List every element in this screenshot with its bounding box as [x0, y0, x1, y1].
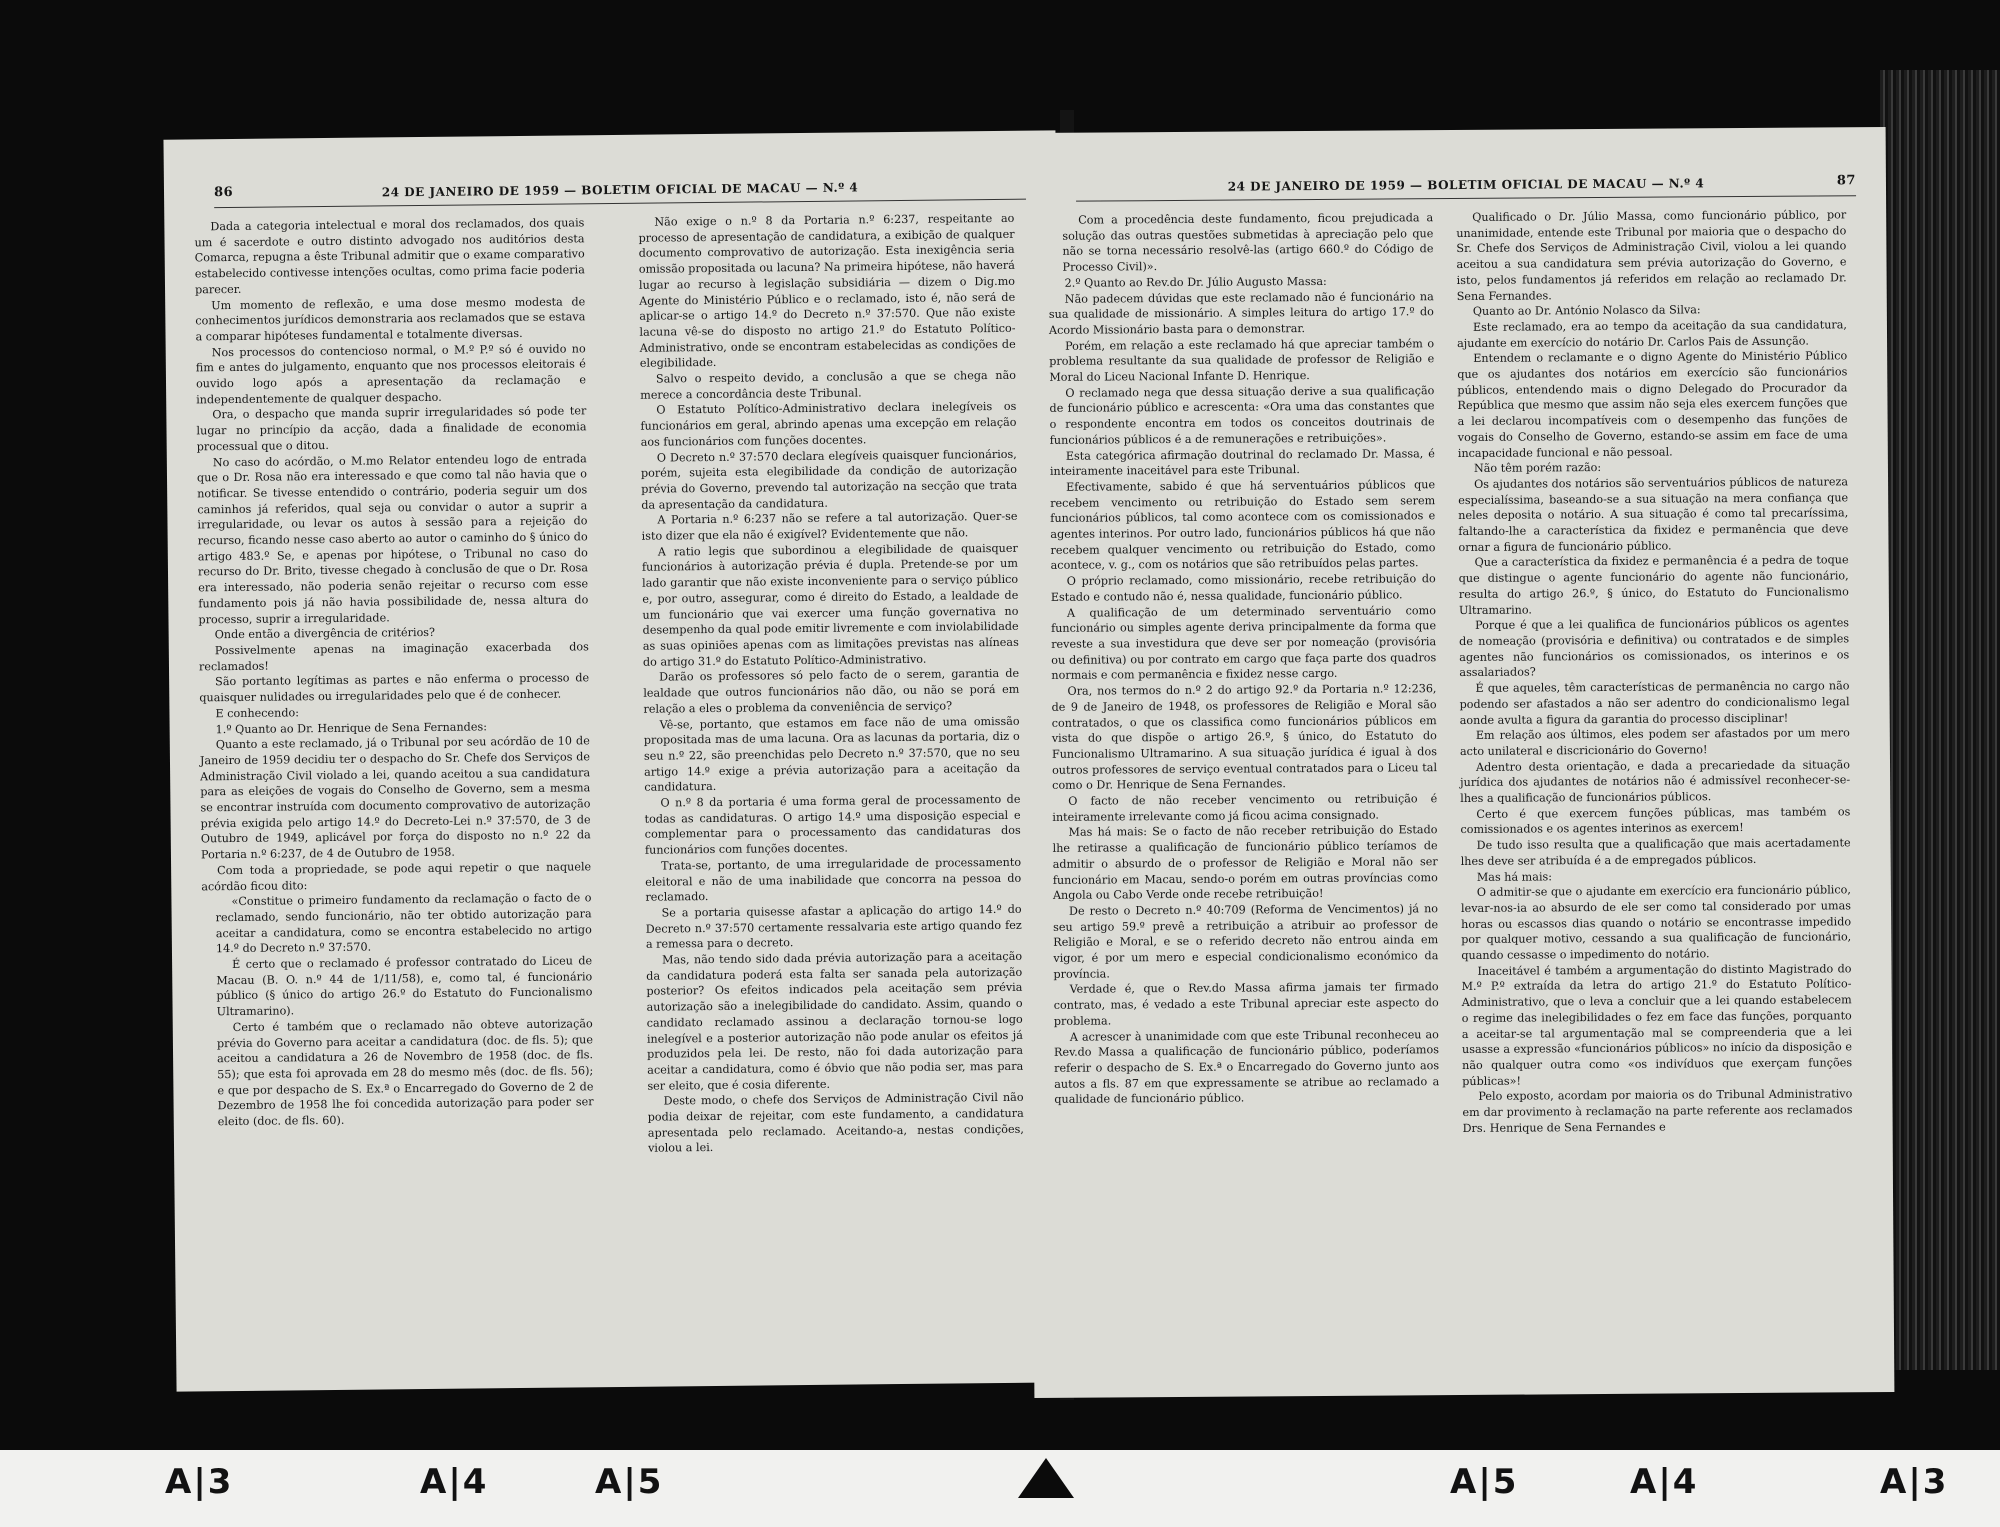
quoted-paragraph: O n.º 8 da portaria é uma forma geral de processamento de todas as candidaturas. O artigo 14.º uma disposição especial e complementar para o processamento das candidaturas dos funcionários com funções docentes. [644, 792, 1021, 857]
paragraph: Esta categórica afirmação doutrinal do reclamado Dr. Massa, é inteiramente inaceitável para este Tribunal. [1049, 446, 1435, 479]
paragraph: Entendem o reclamante e o digno Agente do Ministério Público que os ajudantes dos notários em exercício são funcionários públicos, entendendo mais o digno Delegado do Procurador da República que mesmo que assim não seja eles exercem funções que a lei declarou incompatíveis com o desempenho das funções de vogais do Conselho de Governo, estando-se assim em face de uma incapacidade funcional e não pessoal. [1457, 349, 1848, 460]
left-page-header-title: 24 DE JANEIRO DE 1959 — BOLETIM OFICIAL DE MACAU — N.º 4 [381, 180, 859, 200]
quoted-paragraph: Com a procedência deste fundamento, ficou prejudicada a solução das outras questões submetidas à apreciação pelo que não se torna necessário resolvê-las (artigo 660.º do Código de Processo Civil)». [1062, 211, 1434, 274]
left-column-2 [624, 211, 1024, 1157]
quoted-paragraph: Salvo o respeito devido, a conclusão a que se chega não merece a concordância deste Tribunal. [640, 368, 1017, 402]
paragraph: Porém, em relação a este reclamado há que apreciar também o problema resultante da sua qualidade de professor de Religião e Moral do Liceu Nacional Infante D. Henrique. [1049, 336, 1435, 384]
paragraph: Certo é que exercem funções públicas, mas também os comissionados e os agentes interinos as exercem! [1460, 804, 1851, 837]
quoted-paragraph: O Estatuto Político-Administrativo declara inelegíveis os funcionários em geral, abrindo apenas uma excepção em relação aos funcionários com funções docentes. [640, 400, 1017, 449]
paragraph: Dada a categoria intelectual e moral dos reclamados, dos quais um é sacerdote e outro distinto advogado nos auditórios desta Comarca, repugna a êste Tribunal admitir que o exame comparativo estabelecido contivesse intenções ocultas, como prima facie poderia parecer. [194, 216, 585, 297]
paragraph: Efectivamente, sabido é que há serventuários públicos que recebem vencimento ou retribuição do Estado sem serem funcionários públicos, tal como acontece com os comissionados e agentes interinos. Por outro lado, funcionários públicos há que não recebem qualquer vencimento ou retribuição do Estado, como acontece, v. g., com os notários que são retribuídos pelas partes. [1050, 478, 1436, 573]
paragraph: Este reclamado, era ao tempo da aceitação da sua candidatura, ajudante em exercício do notário Dr. Carlos Pais de Assunção. [1457, 318, 1847, 350]
quoted-paragraph: Não exige o n.º 8 da Portaria n.º 6:237, respeitante ao processo de apresentação de candidatura, a exibição de qualquer documento comprovativo de autorização. Esta inexigência seria omissão propositada ou lacuna? Na primeira hipótese, não haverá lugar ao recurso à legislação subsidiária — dizem o Dig.mo Agente do Ministério Público e o reclamado, isto é, não será de aplicar-se o artigo 14.º do Decreto n.º 37:570. Que não existe lacuna vê-se do disposto no artigo 21.º do Estatuto Político-Administrativo, onde se encontram estabelecidas as condições de elegibilidade. [638, 211, 1016, 371]
paragraph: Ora, o despacho que manda suprir irregularidades só pode ter lugar no princípio da acção, dada a finalidade de economia processual que o ditou. [196, 404, 587, 454]
paragraph: Mas há mais: Se o facto de não receber retribuição do Estado lhe retirasse a qualificação de funcionário público teríamos de admitir o absurdo de o professor de Religião e Moral não ser funcionário em Macau, sendo-o porém em outras províncias como Angola ou Cabo Verde onde recebe retribuição! [1052, 823, 1438, 903]
left-page-number: 86 [213, 184, 234, 201]
film-strip-bar [0, 1450, 2000, 1527]
paragraph: O próprio reclamado, como missionário, recebe retribuição do Estado e contudo não é, nessa qualidade, funcionário público. [1050, 572, 1436, 604]
paragraph: Os ajudantes dos notários são serventuários públicos de natureza especialíssima, baseando-se a sua situação na mera confiança que neles deposita o notário. A sua situação é como tal precaríssima, faltando-lhe a característica da fixidez e permanência que deve ornar a figura de funcionário público. [1458, 475, 1849, 554]
section-heading: 2.º Quanto ao Rev.do Dr. Júlio Augusto Massa: [1064, 274, 1327, 290]
quoted-paragraph: Darão os professores só pelo facto de o serem, garantia de lealdade que outros funcionários não dão, ou não se porá em relação a eles o problema da conveniência de serviço? [643, 667, 1020, 716]
paragraph: De tudo isso resulta que a qualificação que mais acertadamente lhes deve ser atribuída é a de empregados públicos. [1460, 836, 1851, 868]
quoted-paragraph: Certo é também que o reclamado não obteve autorização prévia do Governo para aceitar a candidatura (doc. de fls. 5); que aceitou a candidatura a 26 de Novembro de 1958 (doc. de fls. 55); que esta foi aprovada em 28 do mesmo mês (doc. de fls. 56); e que por despacho de S. Ex.ª o Encarregado do Governo de 2 de Dezembro de 1958 lhe foi concedida autorização para poder ser eleito (doc. de fls. 60). [216, 1017, 594, 1129]
paragraph: Porque é que a lei qualifica de funcionários públicos os agentes de nomeação (provisória e definitiva) ou contratados e de simples agentes não funcionários os comissionados, os interinos e os assalariados? [1459, 616, 1850, 680]
paragraph: Quanto a este reclamado, já o Tribunal por seu acórdão de 10 de Janeiro de 1959 decidiu ter o despacho do Sr. Chefe dos Serviços de Administração Civil violado a lei, quando aceitou a sua candidatura para as eleições de vogais do Conselho de Governo, sem a mesma se encontrar instruída com documento comprovativo de autorização prévia exigida pelo artigo 14.º do Decreto-Lei n.º 37:570, de 3 de Outubro de 1949, aplicável por força do disposto no n.º 22 da Portaria n.º 6:237, de 4 de Outubro de 1958. [199, 734, 591, 862]
quoted-paragraph: Trata-se, portanto, de uma irregularidade de processamento eleitoral e não de uma inabilidade que concorra na pessoa do reclamado. [645, 855, 1022, 904]
quoted-paragraph: O Decreto n.º 37:570 declara elegíveis quaisquer funcionários, porém, sujeita esta elegibilidade da condição de autorização prévia do Governo, prevendo tal autorização na secção que trata da apresentação da candidatura. [640, 447, 1018, 512]
paragraph: Inaceitável é também a argumentação do distinto Magistrado do M.º P.º extraída da letra do artigo 21.º do Estatuto Político-Administrativo, que o leva a concluir que a lei quando estabelecem o regime das inelegibilidades o fez em face das funções, porquanto a aceitar-se tal argumentação mal se compreenderia que a lei usasse a expressão «funcionários públicos» no início da disposição e não qualquer outra como «os indivíduos que exerçam funções públicas»! [1461, 962, 1853, 1088]
film-notch [1018, 1458, 1074, 1498]
paragraph: Com toda a propriedade, se pode aqui repetir o que naquele acórdão ficou dito: [201, 860, 592, 893]
paragraph: Mas há mais: [1476, 869, 1553, 884]
film-mark: A|4 [1630, 1462, 1699, 1502]
right-column-2 [1456, 207, 1852, 1136]
quoted-paragraph: Deste modo, o chefe dos Serviços de Administração Civil não podia deixar de rejeitar, com este fundamento, a candidatura apresentada pelo reclamado. Aceitando-a, nestas condições, violou a lei. [647, 1091, 1024, 1156]
right-page-header [1076, 173, 1856, 201]
right-column-1 [1048, 210, 1439, 1108]
paragraph: Adentro desta orientação, e dada a precariedade da situação jurídica dos ajudantes de notários não é admissível reconhecer-se-lhes a qualificação de funcionários públicos. [1460, 757, 1851, 806]
paragraph: Verdade é, que o Rev.do Massa afirma jamais ter firmado contrato, mas, é vedado a este Tribunal apreciar este aspecto do problema. [1053, 980, 1439, 1028]
paragraph: Qualificado o Dr. Júlio Massa, como funcionário público, por unanimidade, entende este Tribunal por maioria que o despacho do Sr. Chefe dos Serviços de Administração Civil, violou a lei quando aceitou a sua candidatura sem prévia autorização do Governo, e isto, pelos fundamentos já referidos em relação ao reclamado Dr. Sena Fernandes. [1456, 208, 1847, 303]
quoted-paragraph: «Constitue o primeiro fundamento da reclamação o facto de o reclamado, sendo funcionário, não ter obtido autorização para aceitar a candidatura, como se encontra estabelecido no artigo 14.º do Decreto n.º 37:570. [215, 891, 592, 956]
quoted-paragraph: Vê-se, portanto, que estamos em face não de uma omissão propositada mas de uma lacuna. Ora as lacunas da portaria, diz o seu n.º 22, são preenchidas pelo Decreto n.º 37:570, que no seu artigo 14.º exige a prévia autorização para a aceitação da candidatura. [643, 714, 1021, 795]
left-column-1 [194, 215, 594, 1130]
paragraph: No caso do acórdão, o M.mo Relator entendeu logo de entrada que o Dr. Rosa não era interessado e que como tal não havia que o notificar. Se tivesse entendido o contrário, poderia seguir um dos caminhos já referidos, qual seja ou convidar o autor a suprir a irregularidade, ou levar os autos à sessão para a rejeição do recurso, ficando nesse caso aberto ao autor o caminho do § único do artigo 483.º Se, e apenas por hipótese, o Tribunal no caso do recurso do Dr. Brito, tivesse chegado à conclusão de que o Dr. Rosa era interessado, não poderia senão rejeitar o recurso com esse fundamento pois já não havia possibilidade de, nessa altura do processo, suprir a irregularidade. [196, 451, 589, 626]
film-mark: A|5 [595, 1462, 664, 1502]
section-heading: 1.º Quanto ao Dr. Henrique de Sena Fernandes: [215, 719, 487, 736]
paragraph: O admitir-se que o ajudante em exercício era funcionário público, levar-nos-ia ao absurdo de ele ser como tal considerado por umas horas ou escassos dias quando o notário se encontrasse impedido por qualquer motivo, cessando a sua qualificação de funcionário, quando cessasse o impedimento do notário. [1460, 883, 1852, 963]
paragraph: O reclamado nega que dessa situação derive a sua qualificação de funcionário público e acrescenta: «Ora uma das constantes que o respondente encontra em todos os conceitos doutrinais de funcionários públicos é a de remunerações e retribuições». [1049, 383, 1435, 447]
left-page-header [214, 177, 1026, 209]
paragraph: A acrescer à unanimidade com que este Tribunal reconheceu ao Rev.do Massa a qualificação de funcionário público, poderíamos referir o despacho de S. Ex.ª o Encarregado do Governo junto aos autos a fls. 87 em que expressamente se atribue ao reclamado a qualidade de funcionário público. [1053, 1027, 1440, 1107]
paragraph: O facto de não receber vencimento ou retribuição é inteiramente irrelevante como já ficou acima consignado. [1052, 792, 1438, 824]
film-mark: A|3 [165, 1462, 234, 1502]
film-mark: A|3 [1880, 1462, 1949, 1502]
paragraph: E conhecendo: [215, 706, 300, 720]
paragraph: São portanto legítimas as partes e não enferma o processo de quaisquer nulidades ou irregularidades pelo que é de conhecer. [199, 671, 590, 705]
quoted-paragraph: A ratio legis que subordinou a elegibilidade de quaisquer funcionários à autorização prévia é dupla. Pretende-se por um lado garantir que não existe inconveniente para o serviço público e, por outro, assegurar, como é direito do Estado, a lealdade de um funcionário que vai exercer uma função governativa no desempenho da qual pode emitir livremente e com inviolabilidade as suas opiniões apenas com as limitações previstas nas alíneas do artigo 31.º do Estatuto Político-Administrativo. [641, 541, 1019, 669]
book-page-edges [1880, 70, 2000, 1370]
section-heading: Quanto ao Dr. António Nolasco da Silva: [1472, 303, 1701, 319]
right-page [1026, 127, 1895, 1398]
paragraph: Onde então a divergência de critérios? [214, 626, 436, 642]
paragraph: De resto o Decreto n.º 40:709 (Reforma de Vencimentos) já no seu artigo 59.º prevê a retribuição a atribuir ao professor de Religião e Moral, e se o referido decreto não entrou ainda em vigor, é por um mero e especial condicionalismo económico da província. [1053, 902, 1439, 981]
quoted-paragraph: Se a portaria quisesse afastar a aplicação do artigo 14.º do Decreto n.º 37:570 certamente ressalvaria este artigo quando fez a remessa para o decreto. [645, 902, 1022, 952]
left-page [163, 130, 1068, 1391]
quoted-paragraph: A Portaria n.º 6:237 não se refere a tal autorização. Quer-se isto dizer que ela não é exigível? Evidentemente que não. [641, 510, 1018, 543]
paragraph: É que aqueles, têm características de permanência no cargo não podendo ser afastados a não ser adentro do condicionalismo legal aonde avulta a figura da garantia do processo disciplinar! [1459, 679, 1850, 727]
paragraph: Que a característica da fixidez e permanência é a pedra de toque que distingue o agente funcionário do agente não funcionário, resulta do artigo 26.º, § único, do Estatuto do Funcionalismo Ultramarino. [1458, 553, 1849, 617]
paragraph: Ora, nos termos do n.º 2 do artigo 92.º da Portaria n.º 12:236, de 9 de Janeiro de 1948, os professores de Religião e Moral são contratados, o que os classifica como funcionários públicos em vista do que dispõe o artigo 26.º, § único, do Estatuto do Funcionalismo Ultramarino. A sua situação jurídica é igual à dos outros professores de serviço eventual contratados para o Liceu tal como o Dr. Henrique de Sena Fernandes. [1051, 682, 1438, 793]
paragraph: Em relação aos últimos, eles podem ser afastados por um mero acto unilateral e discricionário do Governo! [1459, 726, 1850, 758]
paragraph: Não padecem dúvidas que este reclamado não é funcionário na sua qualidade de missionário. A simples leitura do artigo 17.º do Acordo Missionário basta para o demonstrar. [1048, 289, 1434, 337]
right-page-header-title: 24 DE JANEIRO DE 1959 — BOLETIM OFICIAL DE MACAU — N.º 4 [1227, 176, 1705, 194]
right-page-number: 87 [1836, 173, 1857, 189]
quoted-paragraph: É certo que o reclamado é professor contratado do Liceu de Macau (B. O. n.º 44 de 1/11/58), e, como tal, é funcionário público (§ único do artigo 26.º do Estatuto do Funcionalismo Ultramarino). [216, 954, 593, 1019]
film-mark: A|4 [420, 1462, 489, 1502]
quoted-paragraph: Mas, não tendo sido dada prévia autorização para a aceitação da candidatura poderá esta falta ser sanada pela autorização posterior? Os efeitos indicados pela aceitação sem prévia autorização são a inelegibilidade do candidato. Assim, quando o candidato reclamado assinou a declaração tornou-se logo inelegível e a posterior autorização não pode anular os efeitos já produzidos pela lei. De resto, não foi dada autorização para aceitar a candidatura, como é óbvio que não podia ser, mas para ser eleito, que é cosia diferente. [646, 949, 1024, 1093]
paragraph: A qualificação de um determinado serventuário como funcionário ou simples agente deriva principalmente da forma que reveste a sua investidura que deve ser por nomeação (provisória ou definitiva) ou por contrato em cargo que faça parte dos quadros normais e com permanência e fixidez nesse cargo. [1051, 603, 1437, 683]
paragraph: Não têm porém razão: [1473, 461, 1602, 476]
paragraph: Possivelmente apenas na imaginação exacerbada dos reclamados! [198, 640, 589, 674]
paragraph: Um momento de reflexão, e uma dose mesmo modesta de conhecimentos jurídicos demonstraria aos reclamados que se estava a comparar hipóteses fundamental e totalmente diversas. [195, 294, 586, 344]
paragraph: Pelo exposto, acordam por maioria os do Tribunal Administrativo em dar provimento à reclamação na parte referente aos reclamados Drs. Henrique de Sena Fernandes e [1462, 1087, 1853, 1135]
paragraph: Nos processos do contencioso normal, o M.º P.º só é ouvido no fim e antes do julgamento, enquanto que nos processos eleitorais é ouvido logo após a apresentação da reclamação e independentemente de qualquer despacho. [195, 341, 587, 407]
film-mark: A|5 [1450, 1462, 1519, 1502]
